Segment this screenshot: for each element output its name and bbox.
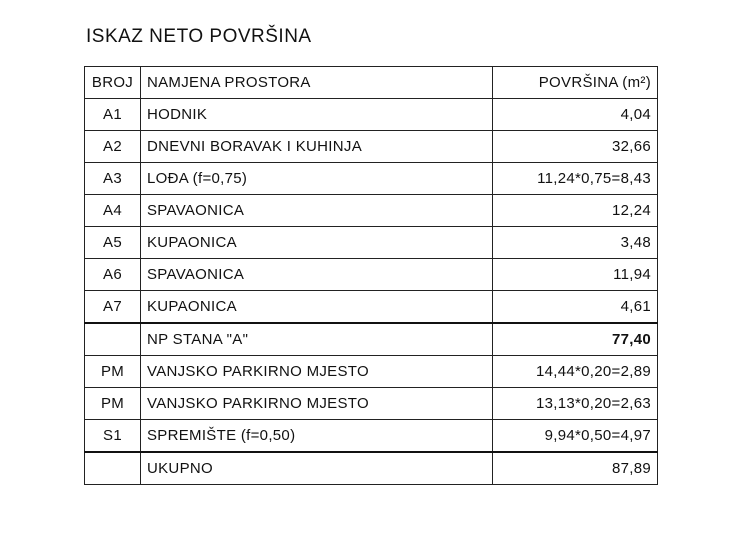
total-value: 87,89 — [493, 452, 658, 485]
row-id: PM — [85, 356, 141, 388]
row-area: 14,44*0,20=2,89 — [493, 356, 658, 388]
row-area: 12,24 — [493, 195, 658, 227]
row-id: PM — [85, 388, 141, 420]
row-name: SPAVAONICA — [141, 195, 493, 227]
header-name: NAMJENA PROSTORA — [141, 67, 493, 99]
row-id: A6 — [85, 259, 141, 291]
row-name: VANJSKO PARKIRNO MJESTO — [141, 388, 493, 420]
row-name: SPAVAONICA — [141, 259, 493, 291]
row-name: SPREMIŠTE (f=0,50) — [141, 420, 493, 453]
total-row — [85, 452, 658, 485]
header-area: POVRŠINA (m²) — [493, 67, 658, 99]
table-row — [85, 131, 658, 163]
row-id: S1 — [85, 420, 141, 453]
row-area: 11,94 — [493, 259, 658, 291]
row-id: A7 — [85, 291, 141, 324]
subtotal-row — [85, 323, 658, 356]
table-row — [85, 99, 658, 131]
table-row — [85, 420, 658, 453]
row-area: 13,13*0,20=2,63 — [493, 388, 658, 420]
row-area: 9,94*0,50=4,97 — [493, 420, 658, 453]
row-name: VANJSKO PARKIRNO MJESTO — [141, 356, 493, 388]
row-name: KUPAONICA — [141, 291, 493, 324]
total-label: UKUPNO — [141, 452, 493, 485]
row-name: KUPAONICA — [141, 227, 493, 259]
area-table — [84, 66, 658, 485]
table-title: ISKAZ NETO POVRŠINA — [86, 26, 312, 47]
table-row — [85, 163, 658, 195]
row-area: 4,61 — [493, 291, 658, 324]
subtotal-value: 77,40 — [493, 323, 658, 356]
row-name: HODNIK — [141, 99, 493, 131]
row-name: DNEVNI BORAVAK I KUHINJA — [141, 131, 493, 163]
row-area: 32,66 — [493, 131, 658, 163]
row-area: 11,24*0,75=8,43 — [493, 163, 658, 195]
subtotal-label: NP STANA "A" — [141, 323, 493, 356]
subtotal-id-empty — [85, 323, 141, 356]
row-name: LOĐA (f=0,75) — [141, 163, 493, 195]
row-id: A2 — [85, 131, 141, 163]
table-header-row — [85, 67, 658, 99]
row-id: A4 — [85, 195, 141, 227]
row-id: A3 — [85, 163, 141, 195]
table-row — [85, 259, 658, 291]
header-id: BROJ — [85, 67, 141, 99]
row-area: 4,04 — [493, 99, 658, 131]
row-area: 3,48 — [493, 227, 658, 259]
table-row — [85, 195, 658, 227]
table-row — [85, 291, 658, 324]
table-row — [85, 356, 658, 388]
row-id: A1 — [85, 99, 141, 131]
total-id-empty — [85, 452, 141, 485]
table-row — [85, 388, 658, 420]
row-id: A5 — [85, 227, 141, 259]
table-row — [85, 227, 658, 259]
